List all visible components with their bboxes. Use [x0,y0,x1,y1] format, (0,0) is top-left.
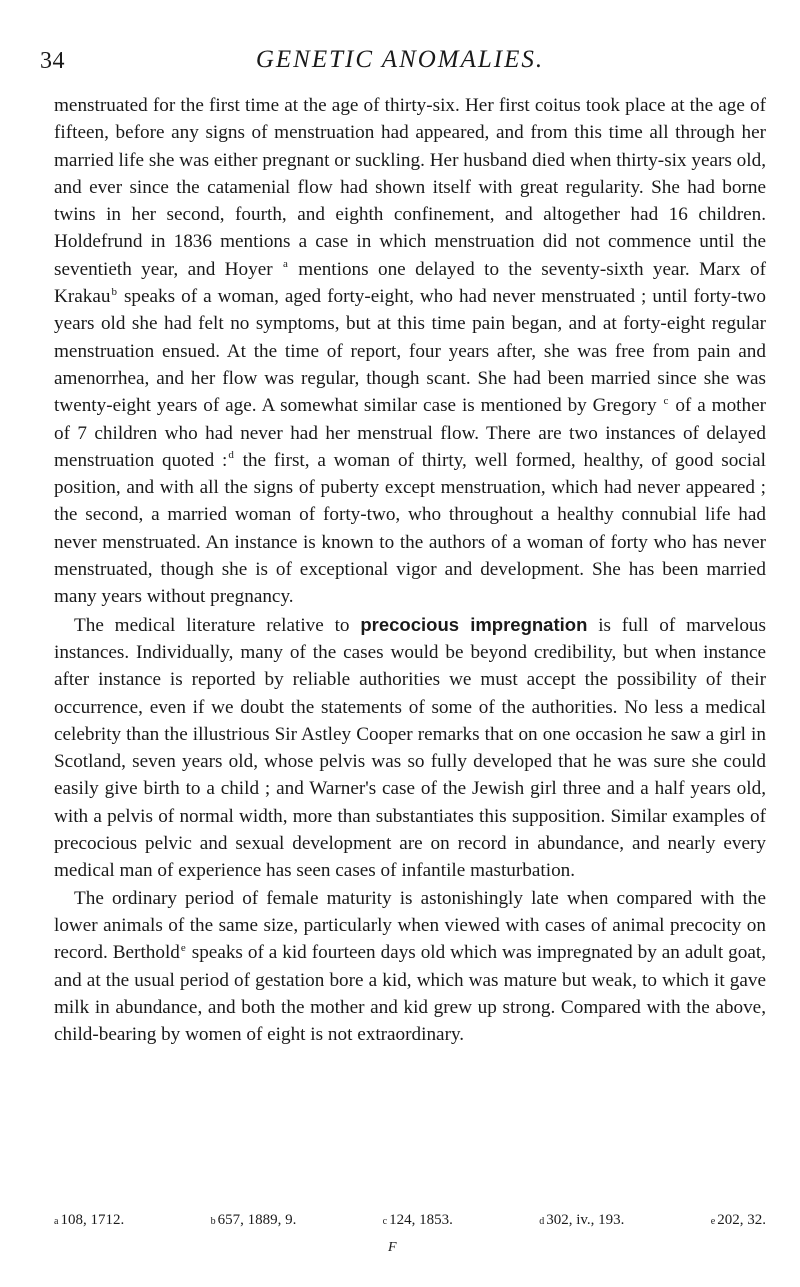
footnote-ref: a [283,258,288,271]
signature-mark: F [388,1240,397,1255]
body-text [54,92,766,1048]
text-run: is full of marvelous instances. Individually, many of the cases would be beyond credibility, but when instance after instance is reported by reliable authorities we must accept the possibility of their occurrence, even if we doubt the statements of some of the authorities. No less a medical celebrity than the illustrious Sir Astley Cooper remarks that on one occasion he saw a girl in Scotland, seven years old, whose pelvis was so fully developed that he was sure she could easily give birth to a child ; and Warner's case of the Jewish girl three and a half years old, with a pelvis of normal width, more than substantiates this supposition. Similar examples of precocious pelvic and sexual development are on record in abundance, and nearly every medical man of experience has seen cases of infantile masturbation. [54,614,766,882]
footnote [711,1212,766,1229]
footnote [54,1212,124,1229]
footnote-mark: c [382,1216,388,1227]
footnote-mark: b [210,1216,216,1227]
footnote-text: 202, 32. [717,1212,766,1228]
footnote-ref: b [111,285,117,298]
footnote-text: 108, 1712. [60,1212,125,1228]
text-run: mentions one delayed to the seventy-sixth year. Marx of Krakau [54,258,766,308]
text-run: speaks of a woman, aged forty-eight, who had never menstruated ; until forty-two years old she had felt no symptoms, but at this time pain began, and at forty-eight regular menstruation ensued. At the time of report, four years after, she was free from pain and amenorrhea, and her flow was regular, though scant. She had been married since she was twenty-eight years of age. A somewhat similar case is mentioned by Gregory [54,286,766,417]
running-title: GENETIC ANOMALIES. [255,46,545,73]
text-run: menstruated for the first time at the age of thirty-six. Her first coitus took place at the age of fifteen, before any signs of menstruation had appeared, and from this time all through her married life she was either pregnant or suckling. Her husband died when thirty-six years old, and ever since the catamenial flow had shown itself with great regularity. She had borne twins in her second, fourth, and eighth confinement, and altogether had 16 children. Holdefrund in 1836 mentions a case in which menstruation did not commence until the seventieth year, and Hoyer [54,95,766,280]
footnote-ref: e [180,941,186,954]
footnotes [54,1212,766,1229]
footnote-mark: d [539,1216,545,1227]
footnote-mark: e [710,1216,716,1227]
paragraph [54,885,766,1049]
text-run: The ordinary period of female maturity is astonishingly late when compared with the lower animals of the same size, particularly when viewed with cases of animal precocity on record. Berthold [54,887,766,964]
footnote-mark: a [54,1216,59,1227]
footnote [383,1212,453,1229]
text-run: The medical literature relative to [74,614,361,636]
text-run: of a mother of 7 children who had never had her menstrual flow. There are two instances of delayed menstruation quoted : [54,395,766,471]
footnote-text: 302, iv., 193. [546,1212,625,1228]
page-number: 34 [40,48,65,74]
footnote [211,1212,297,1229]
footnote-ref: d [228,449,234,462]
footnote-text: 657, 1889, 9. [217,1212,297,1228]
emphasized-term: precocious impregnation [360,613,588,635]
text-run: the first, a woman of thirty, well formed, healthy, of good social position, and with all the signs of puberty except menstruation, which had never appeared ; the second, a married woman of forty-two, who throughout a healthy connubial life had never menstruated. An instance is known to the authors of a woman of forty who has never menstruated, though she is of exceptional vigor and development. She has been married many years without pregnancy. [54,449,766,608]
footnote-text: 124, 1853. [389,1212,453,1228]
text-run: speaks of a kid fourteen days old which was impregnated by an adult goat, and at the usual period of gestation bore a kid, which was mature but weak, to which it gave milk in abundance, and both the mother and kid grew up strong. Compared with the above, child-bearing by women of eight is not extraordinary. [54,942,766,1046]
page-header [40,44,760,80]
paragraph [54,92,766,611]
footnote-ref: c [663,394,669,407]
footnote [539,1212,624,1229]
paragraph [54,611,766,885]
